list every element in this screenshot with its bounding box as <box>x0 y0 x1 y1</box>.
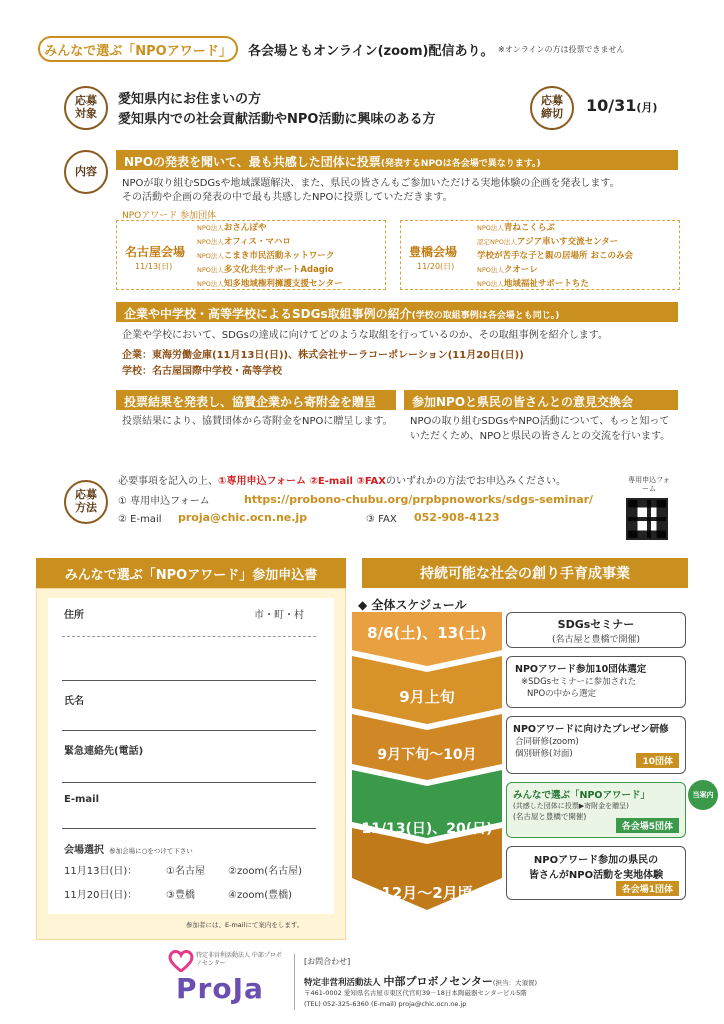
list-item: NPO法人知多地域権利擁護支援センター <box>197 279 343 289</box>
venue-option-zoom-nagoya[interactable]: ②zoom(名古屋) <box>228 866 302 877</box>
nagoya-date: 11/13(日) <box>135 262 173 271</box>
content-desc-1: NPOが取り組むSDGsや地域課題解決、また、県民の皆さんもご参加いただける実地体験の企画を発表します。 <box>122 178 620 189</box>
eligibility-line2: 愛知県内での社会貢献活動やNPO活動に興味のある方 <box>118 112 436 127</box>
list-item: NPO法人青ねこくらぶ <box>477 223 555 233</box>
list-item: NPO法人多文化共生サポートAdagio <box>197 265 334 275</box>
footer-tel: (TEL) 052-325-6360 (E-mail) proja@chic.ocn.ne.jp <box>304 1000 467 1008</box>
toyohashi-venue: 豊橋会場 <box>409 245 458 259</box>
eligibility-label: 応募対象 <box>64 86 108 130</box>
list-item: NPO法人オフィス・マハロ <box>197 237 291 247</box>
schedule-subtitle: ◆ 全体スケジュール <box>358 598 467 612</box>
proja-logo-small: 特定非営利活動法人 中部プロボノセンター <box>196 952 282 967</box>
online-note: ※オンラインの方は投票できません <box>498 45 625 54</box>
footer-org: 特定非営利活動法人 中部プロボノセンター(担当：大須賀) <box>304 975 537 988</box>
school: 学校：名古屋国際中学校・高等学校 <box>122 366 282 377</box>
toyohashi-date: 11/20(日) <box>417 262 455 271</box>
online-notice: 各会場ともオンライン(zoom)配信あり。 <box>248 44 494 59</box>
schedule-step-4: みんなで選ぶ「NPOアワード」 (共感した団体に投票▶寄附金を贈呈) (名古屋と豊橋で開催) 各会場5団体 <box>506 782 686 838</box>
apply-url[interactable]: https://probono-chubu.org/prpbpnoworks/sdgs-seminar/ <box>244 493 594 506</box>
schedule-date-4: 11/13(日)、20(日) <box>361 821 493 837</box>
content-desc-5: NPOの取り組むSDGsやNPO活動について、もっと知っていただくため、NPOと県民の皆さんとの交流を行います。 <box>410 416 671 442</box>
content-bar-sdgs: 企業や中学校・高等学校によるSDGs取組事例の紹介(学校の取組事例は各会場とも同じ。) <box>116 302 678 322</box>
schedule-date-5: 12月～2月頃 <box>381 884 473 902</box>
apply-label: 応募方法 <box>64 480 108 524</box>
content-desc-2: その活動や企画の発表の中で最も共感したNPOに投票していただきます。 <box>122 192 453 203</box>
status-badge: 10団体 <box>636 753 679 768</box>
apply-form-label: ① 専用申込フォーム <box>118 496 210 507</box>
venue-option-zoom-toyohashi[interactable]: ④zoom(豊橋) <box>228 890 292 901</box>
venue-date-2: 11月20日(日)： <box>64 890 138 901</box>
list-item: NPO法人クオーレ <box>477 265 538 275</box>
content-label: 内容 <box>64 150 108 194</box>
content-bar-vote: NPOの発表を聞いて、最も共感した団体に投票(発表するNPOは各会場で異なります。) <box>116 150 678 170</box>
address-city-label: 市・町・村 <box>254 610 304 621</box>
schedule-date-2: 9月上旬 <box>399 688 455 706</box>
header-badge <box>38 36 238 62</box>
address-field[interactable] <box>62 636 316 637</box>
toyohashi-org-list <box>477 221 633 291</box>
eligibility-line1: 愛知県内にお住まいの方 <box>118 92 262 107</box>
apply-email[interactable]: proja@chic.ocn.ne.jp <box>178 511 308 524</box>
schedule-step-2: NPOアワード参加10団体選定 ※SDGsセミナーに参加された NPOの中から選定 <box>506 656 686 708</box>
deadline-label: 応募締切 <box>530 86 574 130</box>
schedule-step-1: SDGsセミナー (名古屋と豊橋で開催) <box>506 612 686 648</box>
schedule-date-3: 9月下旬～10月 <box>377 747 477 763</box>
form-title: みんなで選ぶ「NPOアワード」参加申込書 <box>64 567 318 583</box>
this-guide-badge: 当案内 <box>688 780 718 810</box>
list-item: NPO法人地域福祉サポートちた <box>477 279 589 289</box>
nagoya-venue: 名古屋会場 <box>125 245 186 259</box>
email-field[interactable] <box>62 828 316 829</box>
name-field[interactable] <box>62 730 316 731</box>
status-badge: 各会場5団体 <box>616 818 679 833</box>
list-item: 学校が苦手な子と親の居場所 おこのみ会 <box>477 251 633 261</box>
list-item: NPO法人こまき市民活動ネットワーク <box>197 251 335 261</box>
name-label: 氏名 <box>64 696 84 707</box>
qr-code[interactable] <box>626 498 668 540</box>
form-title-bar <box>36 558 346 588</box>
list-item: 認定NPO法人アジア車いす交流センター <box>477 237 619 247</box>
venue-option-toyohashi[interactable]: ③豊橋 <box>166 890 195 901</box>
schedule-step-5: NPOアワード参加の県民の 皆さんがNPO活動を実地体験 各会場1団体 <box>506 846 686 900</box>
schedule-date-1: 8/6(土)、13(土) <box>367 624 487 642</box>
address-field-2[interactable] <box>62 680 316 681</box>
schedule-step-3: NPOアワードに向けたプレゼン研修 合同研修(zoom) 個別研修(対面) 10団体 <box>506 716 686 774</box>
deadline-date: 10/31(月) <box>586 96 658 115</box>
footer-divider <box>294 954 295 1010</box>
toyohashi-box <box>400 220 680 290</box>
address-label: 住所 <box>64 610 84 621</box>
apply-fax-label: ③ FAX <box>366 514 397 525</box>
content-bar-exchange: 参加NPOと県民の皆さんとの意見交換会 <box>404 390 678 410</box>
apply-intro: 必要事項を記入の上、①専用申込フォーム ②E-mail ③FAXのいずれかの方法でお申込みください。 <box>118 476 567 487</box>
nagoya-box <box>116 220 386 290</box>
content-desc-4: 投票結果により、協賛団体から寄附金をNPOに贈呈します。 <box>122 416 393 427</box>
apply-fax: 052-908-4123 <box>414 511 500 524</box>
phone-field[interactable] <box>62 782 316 783</box>
email-label: E-mail <box>64 794 100 805</box>
proja-logo: ProJa <box>176 972 264 1005</box>
qr-label: 専用申込フォーム <box>628 476 670 493</box>
list-item: NPO法人おさんぽや <box>197 223 267 233</box>
apply-email-label: ② E-mail <box>118 514 162 525</box>
footer-address: 〒461-0002 愛知県名古屋市東区代官町39－18日本陶磁器センタービル5階 <box>304 989 527 997</box>
venue-label: 会場選択 参加会場に○をつけて下さい <box>64 845 193 856</box>
content-bar-results: 投票結果を発表し、協賛企業から寄附金を贈呈 <box>116 390 396 410</box>
companies: 企業：東海労働金庫(11月13日(日))、株式会社サーラコーポレーション(11月20日(日)) <box>122 350 524 361</box>
venue-option-nagoya[interactable]: ①名古屋 <box>166 866 205 877</box>
footer-contact: [お問合わせ] <box>304 957 351 966</box>
phone-label: 緊急連絡先(電話) <box>64 746 144 757</box>
venue-date-1: 11月13日(日)： <box>64 866 138 877</box>
nagoya-org-list <box>197 221 343 291</box>
schedule-title: 持続可能な社会の創り手育成事業 <box>420 566 630 582</box>
content-desc-3: 企業や学校において、SDGsの達成に向けてどのような取組を行っているのか、その取組事例を紹介します。 <box>122 330 609 341</box>
heart-icon <box>168 950 194 972</box>
form-footnote: 参加者には、E-mailにて案内をします。 <box>186 921 304 929</box>
groups-title: NPOアワード 参加団体 <box>122 211 217 221</box>
status-badge: 各会場1団体 <box>616 881 679 896</box>
header-badge-text: みんなで選ぶ「NPOアワード」 <box>44 43 232 59</box>
schedule-title-bar <box>362 558 688 588</box>
